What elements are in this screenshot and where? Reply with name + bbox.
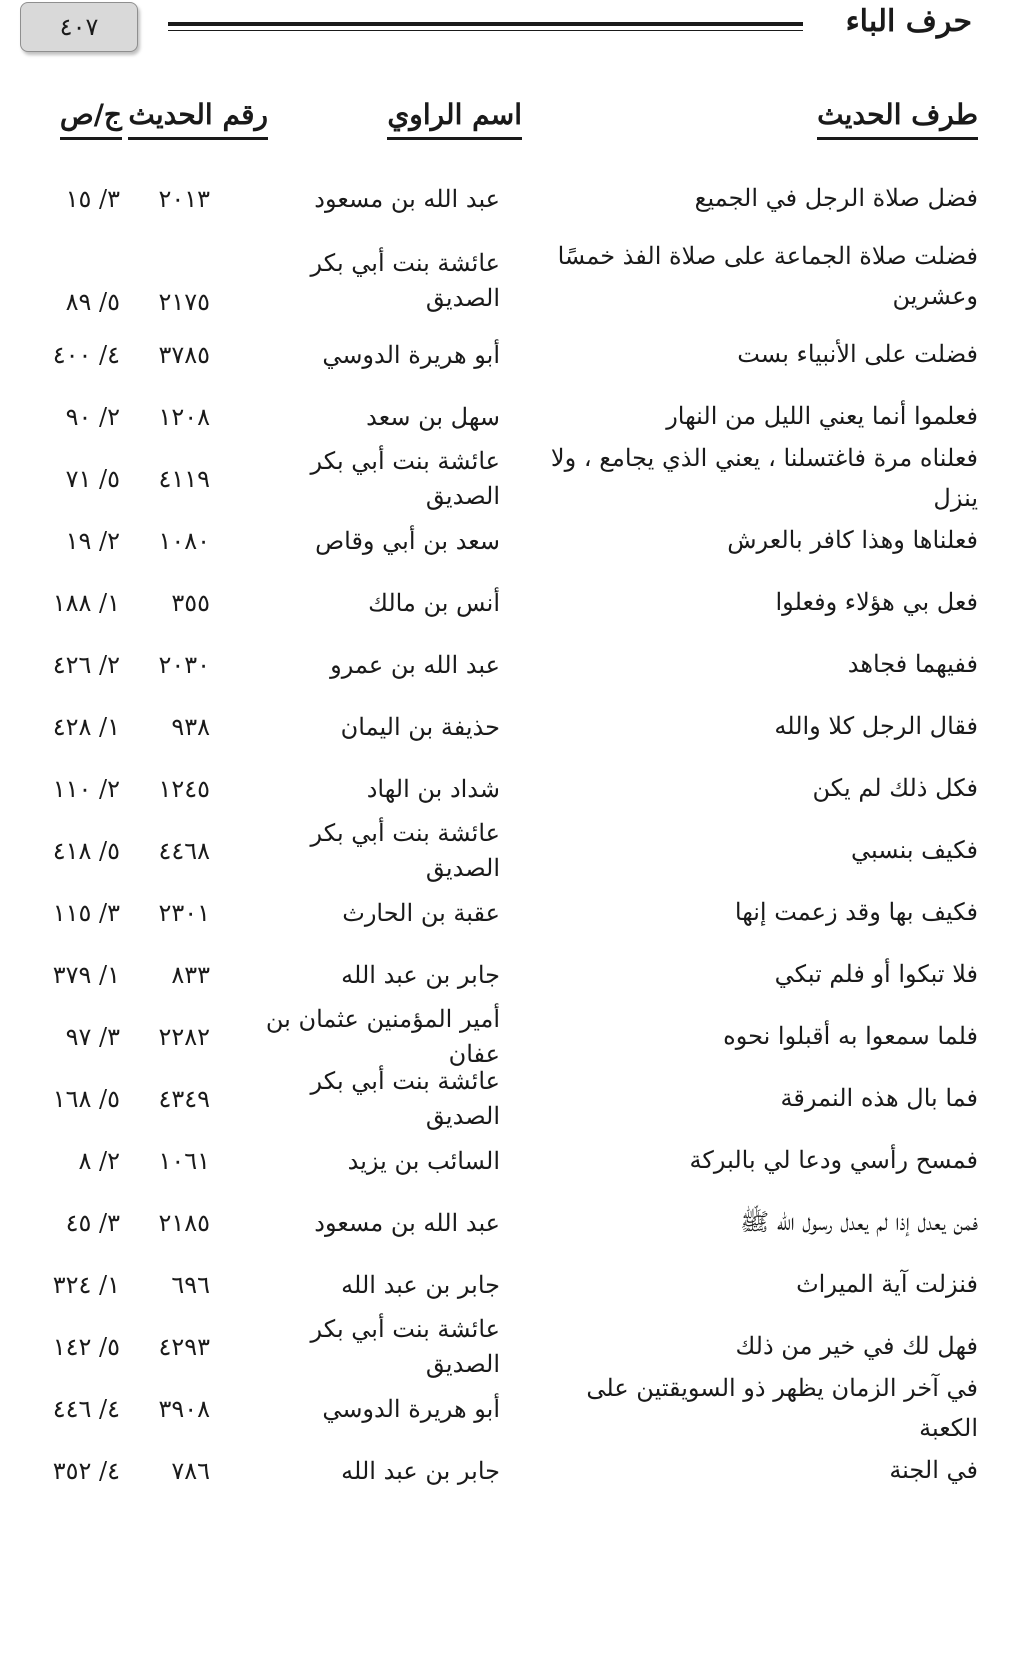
hadith-text: فضل صلاة الرجل في الجميع bbox=[694, 184, 978, 213]
hadith-number: ٢٢٨٢ bbox=[158, 1023, 210, 1051]
volume-page-ref: ٤/ ٤٤٦ bbox=[52, 1395, 120, 1423]
hadith-text: فكل ذلك لم يكن bbox=[812, 774, 978, 803]
narrator-name: عائشة بنت أبي بكر الصديق bbox=[310, 249, 500, 313]
hadith-text: فنزلت آية الميراث bbox=[796, 1270, 978, 1299]
volume-page-ref: ٣/ ١٥ bbox=[65, 185, 120, 213]
hadith-text: فهل لك في خير من ذلك bbox=[735, 1332, 978, 1361]
hadith-number: ١٢٤٥ bbox=[158, 775, 210, 803]
hadith-text: فمسح رأسي ودعا لي بالبركة bbox=[689, 1146, 978, 1175]
page-number-badge bbox=[20, 2, 138, 52]
hadith-number: ٤٣٤٩ bbox=[158, 1085, 210, 1113]
volume-page-ref: ١/ ٣٧٩ bbox=[52, 961, 120, 989]
volume-page-ref: ٤/ ٤٠٠ bbox=[52, 341, 120, 369]
narrator-name: عائشة بنت أبي بكر الصديق bbox=[310, 447, 500, 510]
hadith-number: ٢٠١٣ bbox=[158, 185, 210, 213]
table-row bbox=[0, 944, 1010, 1006]
hadith-number: ٢٠٣٠ bbox=[158, 651, 210, 679]
volume-page-ref: ٢/ ١١٠ bbox=[52, 775, 120, 803]
hadith-text: فقال الرجل كلا والله bbox=[774, 712, 978, 741]
narrator-name: عائشة بنت أبي بكر الصديق bbox=[310, 1067, 500, 1130]
hadith-text: فضلت على الأنبياء بست bbox=[737, 340, 978, 369]
narrator-name: أبو هريرة الدوسي bbox=[322, 340, 500, 369]
header-rule-thin bbox=[168, 30, 803, 31]
hadith-number: ٢١٧٥ bbox=[158, 288, 210, 316]
hadith-text: فعل بي هؤلاء وفعلوا bbox=[775, 588, 978, 617]
hadith-text: فما بال هذه النمرقة bbox=[780, 1084, 978, 1113]
hadith-number: ٤٤٦٨ bbox=[158, 837, 210, 865]
table-row bbox=[0, 634, 1010, 696]
volume-page-ref: ٢/ ١٩ bbox=[65, 527, 120, 555]
table-row bbox=[0, 510, 1010, 572]
narrator-name: السائب بن يزيد bbox=[347, 1146, 500, 1175]
hadith-text: فمن يعدل إذا لم يعدل رسول الله ﷺ bbox=[740, 1208, 978, 1237]
table-row bbox=[0, 324, 1010, 386]
hadith-number: ٤١١٩ bbox=[158, 465, 210, 493]
narrator-name: جابر بن عبد الله bbox=[341, 960, 500, 989]
volume-page-ref: ٣/ ٩٧ bbox=[65, 1023, 120, 1051]
table-row bbox=[0, 882, 1010, 944]
table-row bbox=[0, 572, 1010, 634]
table-row bbox=[0, 1006, 1010, 1068]
hadith-text: فعلناه مرة فاغتسلنا ، يعني الذي يجامع ، ولا ينزل bbox=[550, 444, 978, 512]
hadith-number: ٩٣٨ bbox=[171, 713, 210, 741]
volume-page-ref: ٥/ ٧١ bbox=[65, 465, 120, 493]
table-row bbox=[0, 1068, 1010, 1130]
narrator-name: جابر بن عبد الله bbox=[341, 1270, 500, 1299]
hadith-text: ففيهما فجاهد bbox=[847, 650, 978, 679]
narrator-name: أمير المؤمنين عثمان بن عفان bbox=[265, 1005, 500, 1068]
table-row bbox=[0, 1440, 1010, 1502]
hadith-text: في الجنة bbox=[889, 1456, 978, 1485]
table-row bbox=[0, 1130, 1010, 1192]
column-header-hadith-number: رقم الحديث bbox=[128, 98, 268, 140]
narrator-name: سهل بن سعد bbox=[366, 402, 500, 431]
hadith-number: ٢١٨٥ bbox=[158, 1209, 210, 1237]
section-title: حرف الباء bbox=[845, 4, 972, 39]
table-row bbox=[0, 444, 1010, 512]
table-row bbox=[0, 820, 1010, 882]
hadith-number: ٣٧٨٥ bbox=[158, 341, 210, 369]
narrator-name: شداد بن الهاد bbox=[366, 774, 500, 803]
hadith-text: فكيف بها وقد زعمت إنها bbox=[734, 898, 978, 927]
hadith-number: ٤٢٩٣ bbox=[158, 1333, 210, 1361]
narrator-name: عبد الله بن عمرو bbox=[330, 650, 500, 679]
volume-page-ref: ١/ ١٨٨ bbox=[52, 589, 120, 617]
volume-page-ref: ١/ ٤٢٨ bbox=[52, 713, 120, 741]
narrator-name: عبد الله بن مسعود bbox=[314, 184, 500, 213]
page-header bbox=[0, 0, 1010, 70]
hadith-number: ٨٣٣ bbox=[171, 961, 210, 989]
table-row bbox=[0, 168, 1010, 230]
hadith-number: ٣٥٥ bbox=[171, 589, 210, 617]
narrator-name: عائشة بنت أبي بكر الصديق bbox=[310, 819, 500, 882]
hadith-index-table bbox=[0, 168, 1010, 1502]
column-header-narrator: اسم الراوي bbox=[387, 98, 522, 140]
volume-page-ref: ٥/ ٤١٨ bbox=[52, 837, 120, 865]
column-header-hadith-text: طرف الحديث bbox=[817, 98, 978, 140]
volume-page-ref: ٣/ ١١٥ bbox=[52, 899, 120, 927]
volume-page-ref: ٥/ ١٤٢ bbox=[52, 1333, 120, 1361]
hadith-text: فلما سمعوا به أقبلوا نحوه bbox=[723, 1022, 978, 1051]
table-row bbox=[0, 230, 1010, 324]
hadith-text: فكيف بنسبي bbox=[850, 836, 978, 865]
volume-page-ref: ٥/ ٨٩ bbox=[65, 288, 120, 316]
hadith-number: ١٠٨٠ bbox=[158, 527, 210, 555]
narrator-name: أبو هريرة الدوسي bbox=[322, 1394, 500, 1423]
table-row bbox=[0, 1254, 1010, 1316]
volume-page-ref: ٢/ ٨ bbox=[78, 1147, 120, 1175]
narrator-name: عقبة بن الحارث bbox=[342, 898, 500, 927]
volume-page-ref: ٥/ ١٦٨ bbox=[52, 1085, 120, 1113]
table-row bbox=[0, 1374, 1010, 1442]
narrator-name: عبد الله بن مسعود bbox=[314, 1208, 500, 1237]
volume-page-ref: ٣/ ٤٥ bbox=[65, 1209, 120, 1237]
narrator-name: سعد بن أبي وقاص bbox=[315, 526, 500, 555]
table-row bbox=[0, 696, 1010, 758]
volume-page-ref: ٢/ ٤٢٦ bbox=[52, 651, 120, 679]
hadith-number: ١٢٠٨ bbox=[158, 403, 210, 431]
table-row bbox=[0, 758, 1010, 820]
volume-page-ref: ١/ ٣٢٤ bbox=[52, 1271, 120, 1299]
hadith-number: ٣٩٠٨ bbox=[158, 1395, 210, 1423]
volume-page-ref: ٢/ ٩٠ bbox=[65, 403, 120, 431]
narrator-name: أنس بن مالك bbox=[368, 588, 500, 617]
narrator-name: عائشة بنت أبي بكر الصديق bbox=[310, 1315, 500, 1378]
hadith-number: ٧٨٦ bbox=[171, 1457, 210, 1485]
hadith-number: ٢٣٠١ bbox=[158, 899, 210, 927]
hadith-text: فضلت صلاة الجماعة على صلاة الفذ خمسًا وعشرين bbox=[557, 242, 978, 310]
hadith-text: في آخر الزمان يظهر ذو السويقتين على الكعبة bbox=[586, 1374, 978, 1442]
hadith-text: فلا تبكوا أو فلم تبكي bbox=[774, 960, 978, 989]
header-rule-thick bbox=[168, 22, 803, 26]
table-row bbox=[0, 1192, 1010, 1254]
hadith-text: فعلناها وهذا كافر بالعرش bbox=[727, 526, 978, 555]
hadith-number: ٦٩٦ bbox=[171, 1271, 210, 1299]
page-number: ٤٠٧ bbox=[59, 13, 99, 41]
hadith-text: فعلموا أنما يعني الليل من النهار bbox=[666, 402, 978, 431]
volume-page-ref: ٤/ ٣٥٢ bbox=[52, 1457, 120, 1485]
narrator-name: جابر بن عبد الله bbox=[341, 1456, 500, 1485]
narrator-name: حذيفة بن اليمان bbox=[340, 712, 500, 741]
hadith-number: ١٠٦١ bbox=[158, 1147, 210, 1175]
column-header-volume-page: ج/ص bbox=[60, 98, 122, 140]
